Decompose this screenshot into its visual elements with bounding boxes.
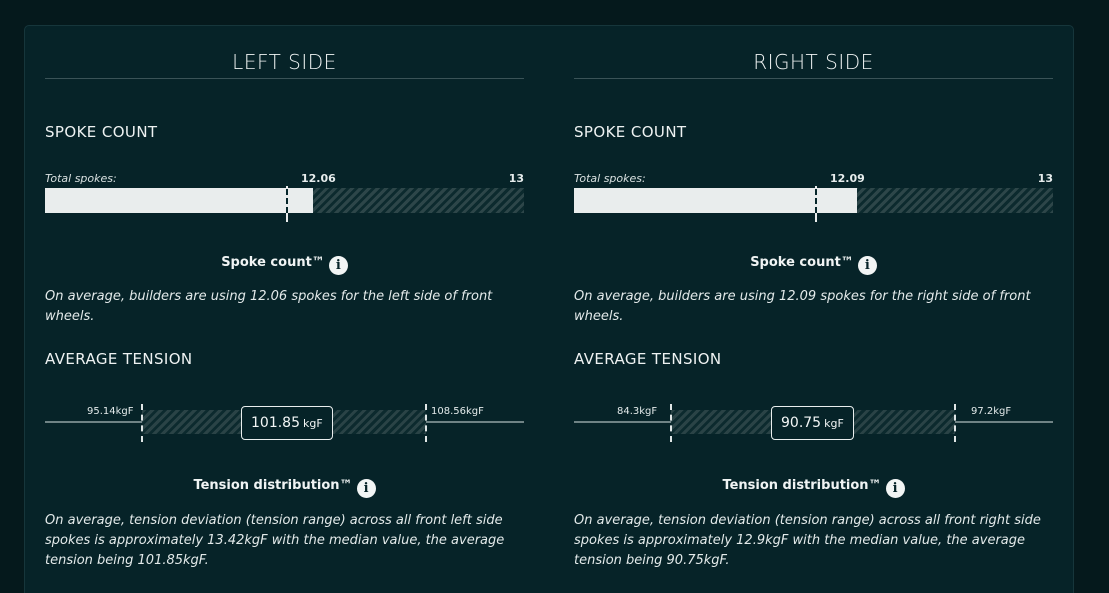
right-tension-range-bar	[574, 400, 1053, 444]
right-spoke-count-metric	[574, 255, 1053, 275]
right-tension-description: On average, tension deviation (tension range) across all front right side spokes is approximately 12.9kgF with the median value, the average tension being 90.75kgF.	[574, 513, 1041, 568]
right-tension-max-marker	[954, 404, 956, 442]
left-tension-line-high	[426, 421, 524, 423]
left-tension-range-bar	[45, 400, 524, 444]
right-tension-distribution-metric	[574, 478, 1053, 498]
left-tension-max-marker	[425, 404, 427, 442]
right-side-divider	[574, 78, 1053, 79]
right-tension-line-low	[574, 421, 671, 423]
left-tension-description: On average, tension deviation (tension range) across all front left side spokes is approximately 13.42kgF with the median value, the average tension being 101.85kgF.	[45, 513, 505, 568]
left-spoke-count-description: On average, builders are using 12.06 spokes for the left side of front wheels.	[45, 289, 493, 324]
right-side-column	[574, 26, 1053, 593]
right-spoke-max: 13	[1037, 172, 1053, 185]
left-side-divider	[45, 78, 524, 79]
right-spoke-value: 12.09	[830, 172, 865, 185]
left-tension-line-low	[45, 421, 142, 423]
right-tension-average-value: 90.75	[781, 415, 822, 431]
left-tension-average-unit: kgF	[303, 417, 323, 430]
left-side-column	[45, 26, 524, 593]
left-tension-min-marker	[141, 404, 143, 442]
spoke-stats-card	[24, 25, 1074, 593]
left-tension-average-value: 101.85	[251, 415, 300, 431]
right-side-title: RIGHT SIDE	[753, 50, 874, 74]
left-total-spokes-label: Total spokes:	[45, 172, 117, 185]
right-tension-max-label: 97.2kgF	[971, 406, 1012, 417]
left-average-tension-title: AVERAGE TENSION	[45, 350, 193, 368]
left-tension-average-badge	[241, 406, 333, 440]
left-side-title: LEFT SIDE	[232, 50, 337, 74]
left-spoke-max: 13	[508, 172, 524, 185]
right-spoke-count-title: SPOKE COUNT	[574, 123, 687, 141]
info-icon[interactable]: i	[858, 256, 877, 275]
left-spoke-average-marker-tail	[286, 213, 288, 222]
info-icon[interactable]: i	[329, 256, 348, 275]
right-tension-line-high	[955, 421, 1053, 423]
left-spoke-count-fill	[45, 188, 313, 213]
right-tension-min-marker	[670, 404, 672, 442]
right-total-spokes-label: Total spokes:	[574, 172, 646, 185]
right-spoke-count-description: On average, builders are using 12.09 spokes for the right side of front wheels.	[574, 289, 1031, 324]
right-spoke-count-bar	[574, 188, 1053, 213]
left-spoke-count-metric-label: Spoke count™	[221, 255, 325, 270]
left-spoke-value: 12.06	[301, 172, 336, 185]
left-tension-max-label: 108.56kgF	[431, 406, 484, 417]
info-icon[interactable]: i	[357, 479, 376, 498]
left-tension-distribution-metric	[45, 478, 524, 498]
right-tension-average-unit: kgF	[824, 417, 844, 430]
info-icon[interactable]: i	[886, 479, 905, 498]
right-tension-distribution-label: Tension distribution™	[722, 478, 882, 493]
right-tension-min-label: 84.3kgF	[617, 406, 658, 417]
right-average-tension-title: AVERAGE TENSION	[574, 350, 722, 368]
left-tension-distribution-label: Tension distribution™	[193, 478, 353, 493]
left-tension-min-label: 95.14kgF	[87, 406, 134, 417]
right-spoke-count-metric-label: Spoke count™	[750, 255, 854, 270]
left-spoke-count-title: SPOKE COUNT	[45, 123, 158, 141]
left-spoke-count-bar	[45, 188, 524, 213]
right-tension-average-badge	[771, 406, 854, 440]
left-spoke-count-metric	[45, 255, 524, 275]
right-spoke-average-marker-tail	[815, 213, 817, 222]
